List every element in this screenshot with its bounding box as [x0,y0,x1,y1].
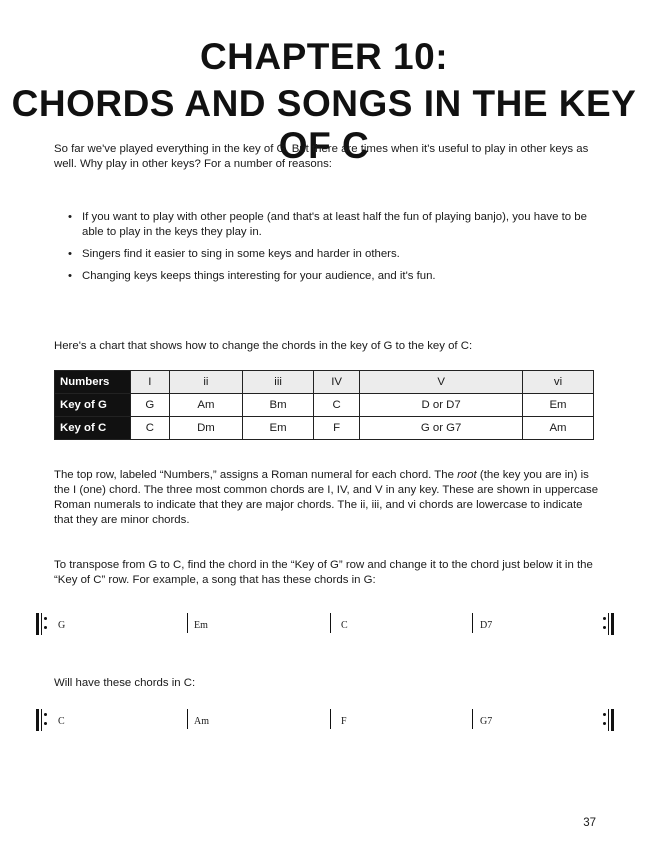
repeat-start-icon [36,613,46,635]
chord-symbol: G [58,620,66,631]
table-cell: iii [243,371,314,394]
chord-staff-g [36,613,614,635]
table-cell: ii [169,371,242,394]
barline [330,709,331,729]
chord-staff-c [36,709,614,731]
table-row [55,394,594,417]
table-cell: Am [523,417,594,440]
chord-symbol: G7 [480,716,493,727]
barline [187,709,188,729]
chord-symbol: Em [194,620,208,631]
repeat-start-icon [36,709,46,731]
row-label: Key of C [55,417,131,440]
table-cell: Em [523,394,594,417]
table-cell: V [360,371,523,394]
list-item: • If you want to play with other people (and that's at least half the fun of playing banjo), you have to be able to play in the keys they play in. [68,210,598,240]
table-cell: G [131,394,170,417]
intro-paragraph: So far we've played everything in the key of G. But there are times when it's useful to play in other keys as well. Why play in other keys? For a number of reasons: [54,143,589,170]
explanation-paragraph [54,468,599,528]
transpose-paragraph: To transpose from G to C, find the chord in the “Key of G” row and change it to the chord just below it in the “Key of C” row. For example, a song that has these chords in G: [54,559,593,586]
row-label: Key of G [55,394,131,417]
list-item: • Singers find it easier to sing in some keys and harder in others. [68,247,598,262]
chord-symbol: C [58,716,65,727]
page-number: 37 [583,817,596,829]
table-cell: C [314,394,360,417]
chapter-title: CHORDS AND SONGS IN THE KEY OF C [11,83,637,166]
table-cell: Am [169,394,242,417]
table-cell: F [314,417,360,440]
explanation-part-2: (the key you are in) is the I (one) chord. The three most common chords are I, IV, and V in any key. These are shown in uppercase Roman numerals to indicate that they are major chords. The ii, iii, and vi chords are lowercase to indicate that they are minor chords. [54,469,599,526]
chapter-number: CHAPTER 10: [199,36,449,77]
chord-symbol: Am [194,716,209,727]
chord-symbol: F [341,716,347,727]
table-cell: Em [243,417,314,440]
barline [187,613,188,633]
chord-chart [54,370,594,440]
explanation-part-1: The top row, labeled “Numbers,” assigns a Roman numeral for each chord. The [54,469,458,481]
root-term: root [457,469,477,481]
repeat-end-icon [604,613,614,635]
barline [330,613,331,633]
table-cell: Dm [169,417,242,440]
list-item: • Changing keys keeps things interesting for your audience, and it's fun. [68,269,598,284]
will-have-label: Will have these chords in C: [54,677,196,689]
barline [472,709,473,729]
table-cell: D or D7 [360,394,523,417]
table-cell: Bm [243,394,314,417]
table-cell: G or G7 [360,417,523,440]
chord-symbol: D7 [480,620,493,631]
table-cell: vi [523,371,594,394]
table-cell: C [131,417,170,440]
reasons-list [68,210,598,291]
table-row [55,417,594,440]
table-cell: I [131,371,170,394]
table-cell: IV [314,371,360,394]
chart-intro: Here's a chart that shows how to change the chords in the key of G to the key of C: [54,340,473,352]
repeat-end-icon [604,709,614,731]
row-label: Numbers [55,371,131,394]
table-row [55,371,594,394]
barline [472,613,473,633]
chord-symbol: C [341,620,348,631]
